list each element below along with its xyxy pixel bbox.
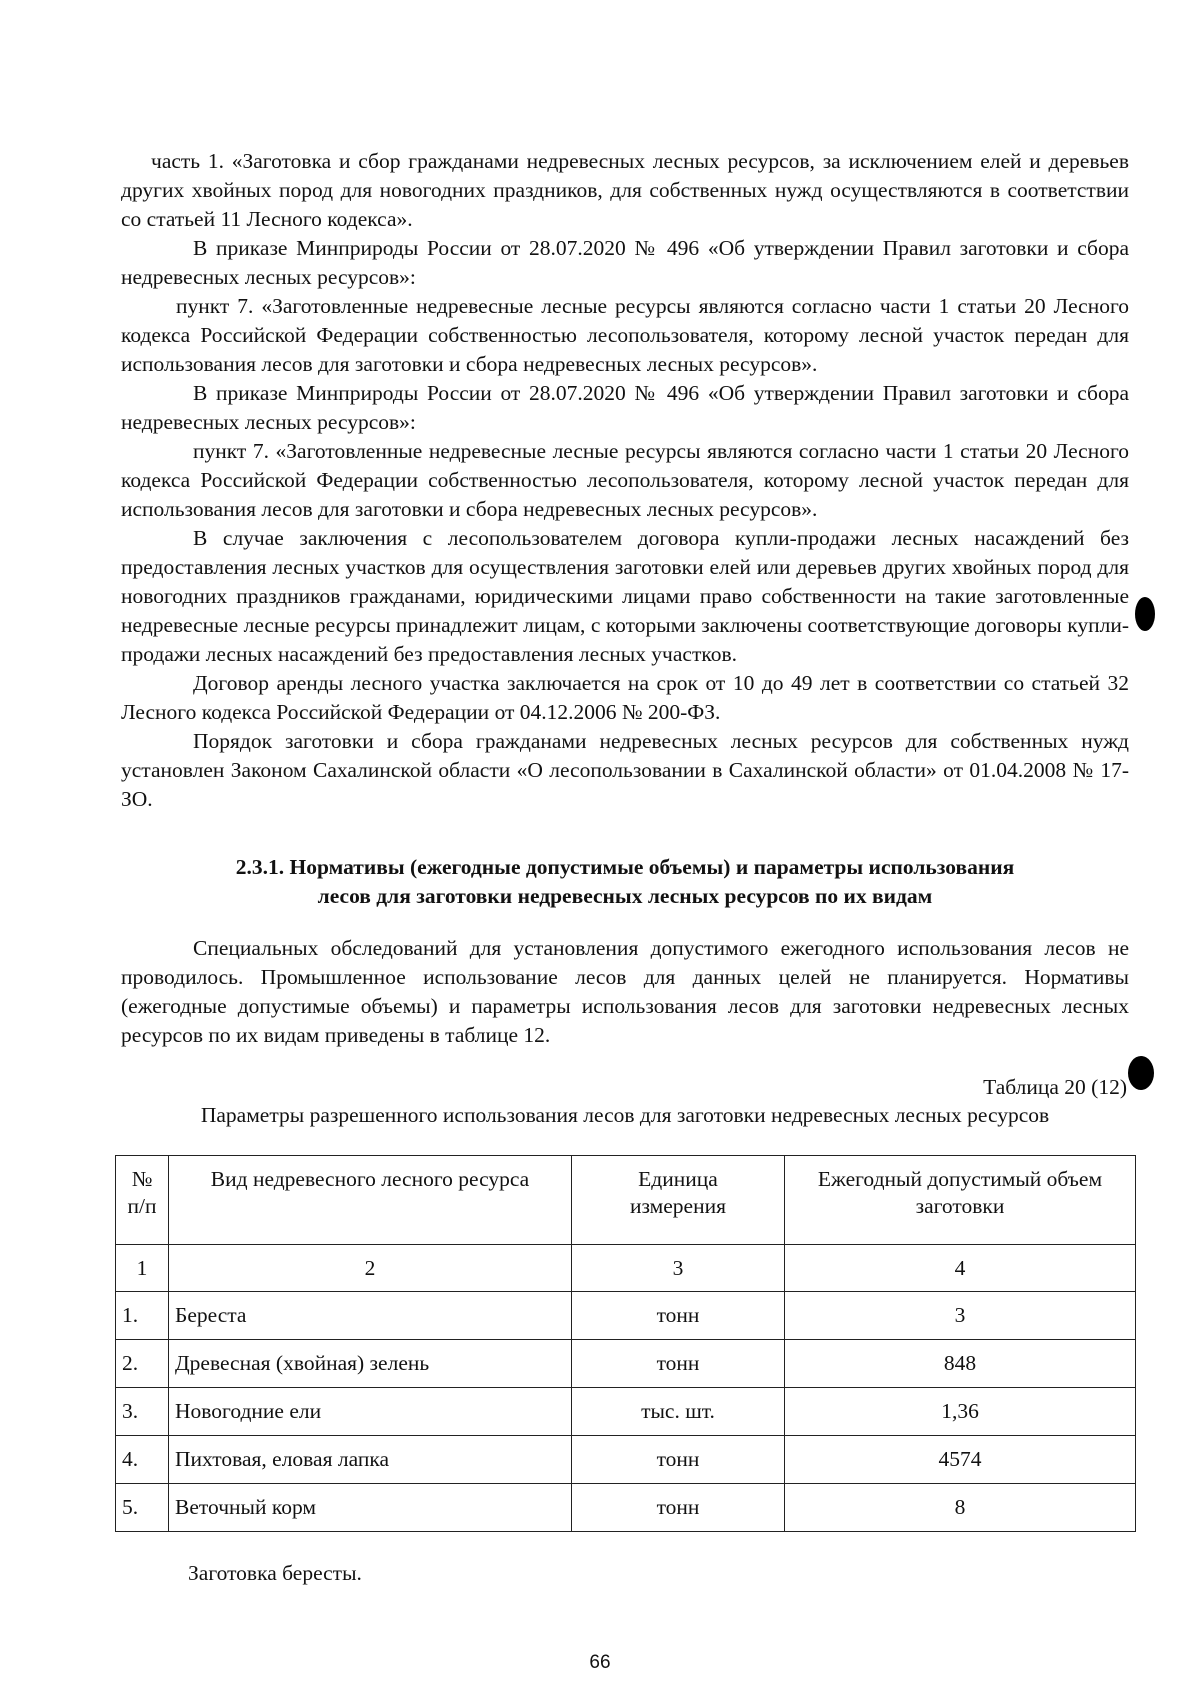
- header-cell-resource: [169, 1156, 572, 1245]
- row-number-cell: 3.: [116, 1388, 169, 1436]
- row-number-cell: 4.: [116, 1436, 169, 1484]
- table-header-row: [116, 1156, 1136, 1245]
- paragraph: часть 1. «Заготовка и сбор гражданами недревесных лесных ресурсов, за исключением елей и деревьев других хвойных пород для новогодних праздников, для собственных нужд осуществляются в соответствии со статьей 11 Лесного кодекса».: [121, 149, 1129, 231]
- paragraph: Порядок заготовки и сбора гражданами недревесных лесных ресурсов для собственных нужд установлен Законом Сахалинской области «О лесопользовании в Сахалинской области» от 01.04.2008 № 17-ЗО.: [121, 729, 1129, 811]
- volume-cell: 8: [785, 1484, 1136, 1532]
- binder-hole-mark: [1135, 597, 1155, 631]
- paragraph: пункт 7. «Заготовленные недревесные лесные ресурсы являются согласно части 1 статьи 20 Лесного кодекса Российской Федерации собственностью лесопользователя, которому лесной участок передан для использования лесов для заготовки и сбора недревесных лесных ресурсов».: [121, 294, 1129, 376]
- volume-cell: 848: [785, 1340, 1136, 1388]
- section-intro: [121, 934, 1129, 1050]
- header-cell-volume: [785, 1156, 1136, 1245]
- table-row: [116, 1292, 1136, 1340]
- unit-cell: тонн: [572, 1292, 785, 1340]
- resource-cell: Новогодние ели: [169, 1388, 572, 1436]
- table-number-label: Таблица 20 (12): [983, 1075, 1127, 1099]
- table-column-number-row: [116, 1245, 1136, 1292]
- resource-cell: Древесная (хвойная) зелень: [169, 1340, 572, 1388]
- table-row: [116, 1436, 1136, 1484]
- unit-cell: тонн: [572, 1340, 785, 1388]
- header-text: измерения: [629, 1194, 727, 1218]
- binder-hole-mark: [1128, 1056, 1154, 1090]
- resource-cell: Веточный корм: [169, 1484, 572, 1532]
- closing-text: Заготовка бересты.: [188, 1561, 362, 1585]
- paragraph: В случае заключения с лесопользователем договора купли-продажи лесных насаждений без предоставления лесных участков для осуществления заготовки елей или деревьев других хвойных пород для новогодних праздников гражданами, юридическими лицами право собственности на такие заготовленные недревесные лесные ресурсы принадлежит лицам, с которыми заключены соответствующие договоры купли-продажи лесных насаждений без предоставления лесных участков.: [121, 526, 1129, 666]
- paragraph: В приказе Минприроды России от 28.07.2020 № 496 «Об утверждении Правил заготовки и сбора недревесных лесных ресурсов»:: [121, 236, 1129, 289]
- table-row: [116, 1340, 1136, 1388]
- header-cell-unit: [572, 1156, 785, 1245]
- paragraph: Договор аренды лесного участка заключается на срок от 10 до 49 лет в соответствии со статьей 32 Лесного кодекса Российской Федерации от 04.12.2006 № 200-ФЗ.: [121, 671, 1129, 724]
- volume-cell: 4574: [785, 1436, 1136, 1484]
- section-heading-line: лесов для заготовки недревесных лесных ресурсов по их видам: [317, 884, 933, 908]
- header-cell-number: [116, 1156, 169, 1245]
- volume-cell: 3: [785, 1292, 1136, 1340]
- table-row: [116, 1484, 1136, 1532]
- header-text: Ежегодный допустимый объем: [817, 1167, 1103, 1191]
- column-number-cell: 1: [116, 1245, 169, 1292]
- unit-cell: тонн: [572, 1484, 785, 1532]
- header-text: Вид недревесного лесного ресурса: [210, 1167, 530, 1191]
- resources-table: [115, 1155, 1136, 1532]
- header-text: Единица: [638, 1167, 718, 1191]
- page-number: 66: [589, 1652, 611, 1673]
- resource-cell: Пихтовая, еловая лапка: [169, 1436, 572, 1484]
- resource-cell: Береста: [169, 1292, 572, 1340]
- unit-cell: тонн: [572, 1436, 785, 1484]
- header-text: п/п: [127, 1194, 157, 1218]
- column-number-cell: 2: [169, 1245, 572, 1292]
- header-text: №: [131, 1167, 153, 1191]
- section-heading-line: 2.3.1. Нормативы (ежегодные допустимые объемы) и параметры использования: [235, 855, 1015, 879]
- column-number-cell: 3: [572, 1245, 785, 1292]
- volume-cell: 1,36: [785, 1388, 1136, 1436]
- row-number-cell: 2.: [116, 1340, 169, 1388]
- table-row: [116, 1388, 1136, 1436]
- table-title: Параметры разрешенного использования лесов для заготовки недревесных лесных ресурсов: [200, 1103, 1050, 1127]
- header-text: заготовки: [915, 1194, 1005, 1218]
- paragraph: В приказе Минприроды России от 28.07.2020 № 496 «Об утверждении Правил заготовки и сбора недревесных лесных ресурсов»:: [121, 381, 1129, 434]
- row-number-cell: 5.: [116, 1484, 169, 1532]
- unit-cell: тыс. шт.: [572, 1388, 785, 1436]
- section-heading: [121, 853, 1129, 911]
- column-number-cell: 4: [785, 1245, 1136, 1292]
- paragraph: пункт 7. «Заготовленные недревесные лесные ресурсы являются согласно части 1 статьи 20 Лесного кодекса Российской Федерации собственностью лесопользователя, которому лесной участок передан для использования лесов для заготовки и сбора недревесных лесных ресурсов».: [121, 439, 1129, 521]
- row-number-cell: 1.: [116, 1292, 169, 1340]
- body-text: [121, 147, 1129, 814]
- paragraph: Специальных обследований для установления допустимого ежегодного использования лесов не проводилось. Промышленное использование лесов для данных целей не планируется. Нормативы (ежегодные допустимые объемы) и параметры использования лесов для заготовки недревесных лесных ресурсов по их видам приведены в таблице 12.: [121, 936, 1129, 1047]
